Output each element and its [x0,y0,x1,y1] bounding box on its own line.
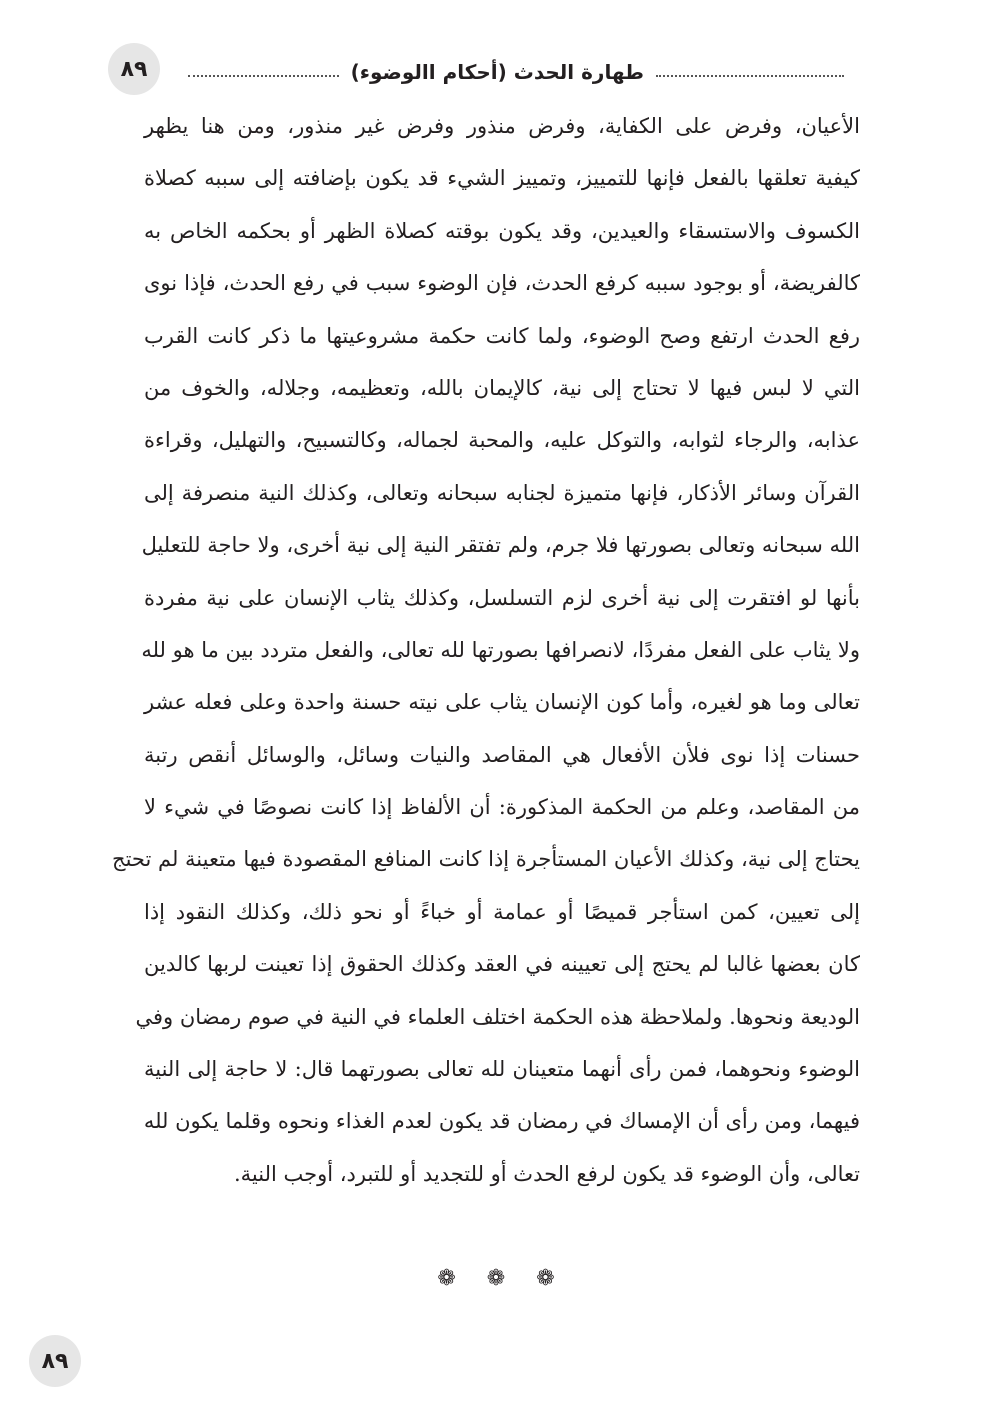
text-line-last: تعالى، وأن الوضوء قد يكون لرفع الحدث أو للتجديد أو للتبرد، أوجب النية. [234,1161,860,1186]
running-header-title: طهارة الحدث (أحكام االوضوء) [350,60,644,84]
text-line: بأنها لو افتقرت إلى نية أخرى لزم التسلسل، وكذلك يثاب الإنسان على نية مفردة [144,585,860,610]
text-line: القرآن وسائر الأذكار، فإنها متميزة لجنابه سبحانه وتعالى، وكذلك النية منصرفة إلى [144,480,860,505]
text-line: تعالى وما هو لغيره، وأما كون الإنسان يثاب على نيته حسنة واحدة وعلى فعله عشر [144,690,860,715]
dot-leader-right [656,75,844,77]
text-line: الكسوف والاستسقاء والعيدين، وقد يكون بوقته كصلاة الظهر أو بحكمه الخاص به [144,218,860,243]
header-page-number [108,43,160,95]
text-line: الوضوء ونحوهما، فمن رأى أنهما متعينان لله تعالى بصورتهما قال: لا حاجة إلى النية [144,1057,860,1082]
text-line: عذابه، والرجاء لثوابه، والتوكل عليه، والمحبة لجماله، وكالتسبيح، والتهليل، وقراءة [144,428,860,453]
text-line: رفع الحدث ارتفع وصح الوضوء، ولما كانت حكمة مشروعيتها ما ذكر كانت القرب [144,323,860,348]
text-line: كان بعضها غالبا لم يحتج إلى تعيينه في العقد وكذلك الحقوق إذا تعينت لربها كالدين [144,952,860,977]
text-line: الوديعة ونحوها. ولملاحظة هذه الحكمة اختلف العلماء في النية في صوم رمضان وفي [135,1004,860,1029]
text-line: فيهما، ومن رأى أن الإمساك في رمضان قد يكون لعدم الغذاء ونحوه وقلما يكون لله [143,1109,860,1134]
text-line: ولا يثاب على الفعل مفردًا، لانصرافها بصورتها لله تعالى، والفعل متردد بين ما هو لله [141,637,860,662]
text-line: حسنات إذا نوى فلأن الأفعال هي المقاصد والنيات وسائل، والوسائل أنقص رتبة [144,742,860,767]
header-page-number-text: ٨٩ [120,56,148,82]
footer-page-number-text: ٨٩ [41,1348,69,1374]
text-line: من المقاصد، وعلم من الحكمة المذكورة: أن الألفاظ إذا كانت نصوصًا في شيء لا [144,795,860,820]
dot-leader-left [188,75,339,77]
text-line: يحتاج إلى نية، وكذلك الأعيان المستأجرة إذا كانت المنافع المقصودة فيها متعينة لم تحتج [112,847,860,872]
footer-page-number [29,1335,81,1387]
text-line: كيفية تعلقها بالفعل فإنها للتمييز، وتمييز الشيء قد يكون بإضافته إلى سببه كصلاة [144,166,860,191]
text-line: الأعيان، وفرض على الكفاية، وفرض منذور وفرض غير منذور، ومن هنا يظهر [144,114,860,138]
text-line: إلى تعيين، كمن استأجر قميصًا أو عمامة أو خباءً أو نحو ذلك، وكذلك النقود إذا [144,899,860,924]
running-header [176,52,844,92]
text-line: كالفريضة، أو بوجود سببه كرفع الحدث، فإن الوضوء سبب في رفع الحدث، فإذا نوى [144,271,860,296]
body-text [112,100,860,1200]
section-ornament: ❁ ❁ ❁ [437,1266,567,1291]
text-line: الله سبحانه وتعالى بصورتها فلا جرم، ولم تفتقر النية إلى نية أخرى، ولا حاجة للتعليل [141,533,860,558]
text-line: التي لا لبس فيها لا تحتاج إلى نية، كالإيمان بالله، وتعظيمه، وجلاله، والخوف من [144,375,860,400]
